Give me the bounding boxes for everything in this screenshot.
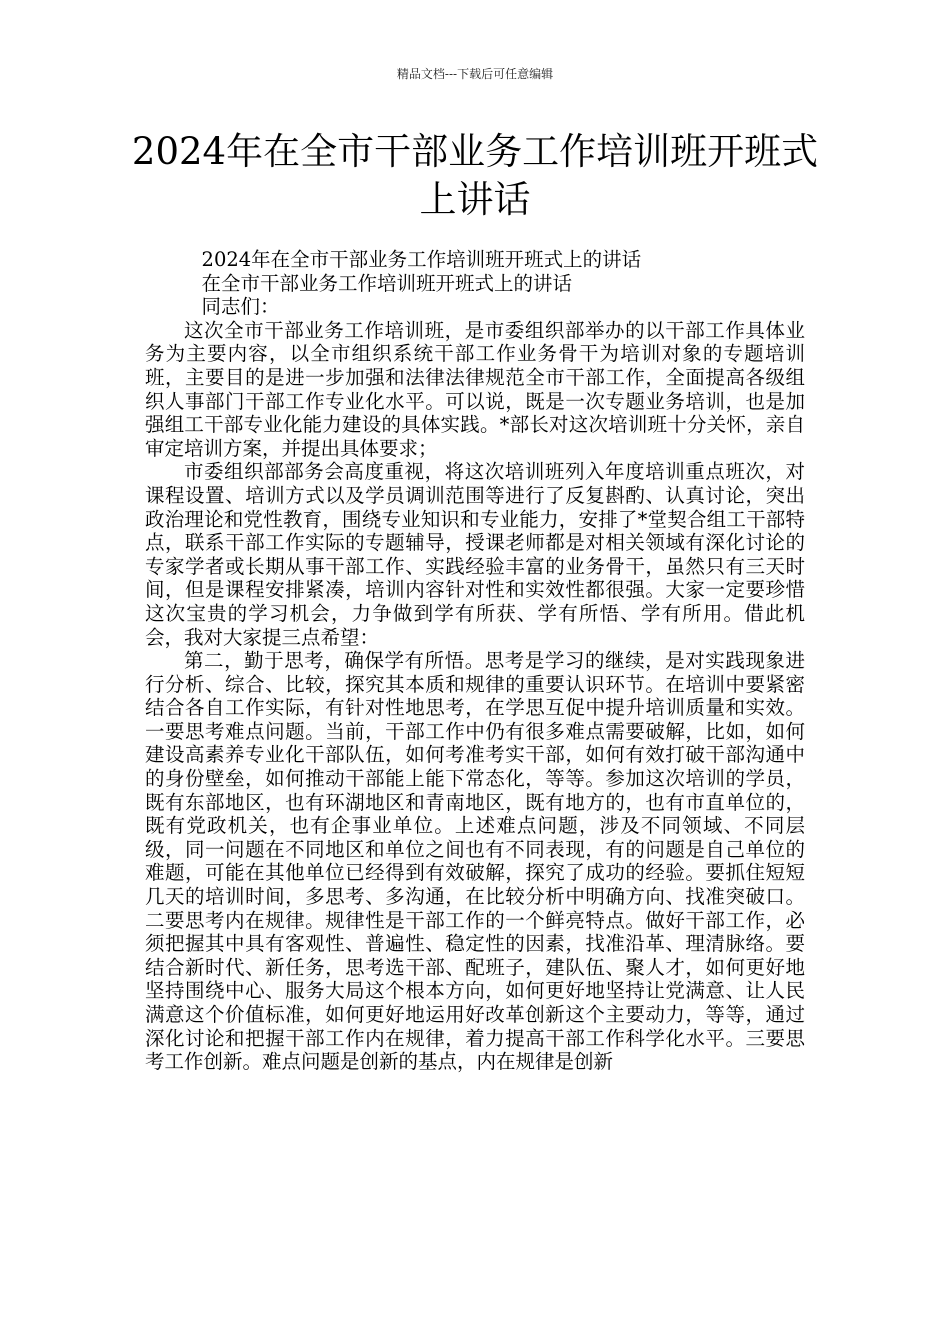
subtitle-line: 2024年在全市干部业务工作培训班开班式上的讲话 bbox=[201, 248, 642, 271]
subtitle-line: 在全市干部业务工作培训班开班式上的讲话 bbox=[201, 271, 573, 295]
document-title: 2024年在全市干部业务工作培训班开班式上讲话 bbox=[131, 130, 819, 221]
document-body bbox=[145, 248, 805, 1074]
paragraph: 第二，勤于思考，确保学有所悟。思考是学习的继续，是对实践现象进行分析、综合、比较，探究其本质和规律的重要认识环节。在培训中要紧密结合各自工作实际，有针对性地思考，在学思互促中提升培训质量和实效。一要思考难点问题。当前，干部工作中仍有很多难点需要破解，比如，如何建设高素养专业化干部队伍，如何考准考实干部，如何有效打破干部沟通中的身份壁垒，如何推动干部能上能下常态化，等等。参加这次培训的学员，既有东部地区，也有环湖地区和青南地区，既有地方的，也有市直单位的，既有党政机关，也有企事业单位。上述难点问题，涉及不同领域、不同层级，同一问题在不同地区和单位之间也有不同表现，有的问题是自己单位的难题，可能在其他单位已经得到有效破解，探究了成功的经验。要抓住短短几天的培训时间，多思考、多沟通，在比较分析中明确方向、找准突破口。二要思考内在规律。规律性是干部工作的一个鲜亮特点。做好干部工作，必须把握其中具有客观性、普遍性、稳定性的因素，找准沿革、理清脉络。要结合新时代、新任务，思考选干部、配班子，建队伍、聚人才，如何更好地坚持围绕中心、服务大局这个根本方向，如何更好地坚持让党满意、让人民满意这个价值标准，如何更好地运用好改革创新这个主要动力，等等，通过深化讨论和把握干部工作内在规律，着力提高干部工作科学化水平。三要思考工作创新。难点问题是创新的基点，内在规律是创新 bbox=[145, 649, 805, 1074]
paragraph: 市委组织部部务会高度重视，将这次培训班列入年度培训重点班次，对课程设置、培训方式以及学员调训范围等进行了反复斟酌、认真讨论，突出政治理论和党性教育，围绕专业知识和专业能力，安排了*堂契合组工干部特点，联系干部工作实际的专题辅导，授课老师都是对相关领域有深化讨论的专家学者或长期从事干部工作、实践经验丰富的业务骨干，虽然只有三天时间，但是课程安排紧凑，培训内容针对性和实效性都很强。大家一定要珍惜这次宝贵的学习机会，力争做到学有所获、学有所悟、学有所用。借此机会，我对大家提三点希望： bbox=[145, 460, 805, 649]
salutation: 同志们： bbox=[201, 295, 280, 319]
header-note: 精品文档---下载后可任意编辑 bbox=[396, 67, 554, 81]
paragraph: 这次全市干部业务工作培训班，是市委组织部举办的以干部工作具体业务为主要内容，以全市组织系统干部工作业务骨干为培训对象的专题培训班，主要目的是进一步加强和法律法律规范全市干部工作，全面提高各级组织人事部门干部工作专业化水平。可以说，既是一次专题业务培训，也是加强组工干部专业化能力建设的具体实践。*部长对这次培训班十分关怀，亲自审定培训方案，并提出具体要求； bbox=[145, 318, 805, 460]
